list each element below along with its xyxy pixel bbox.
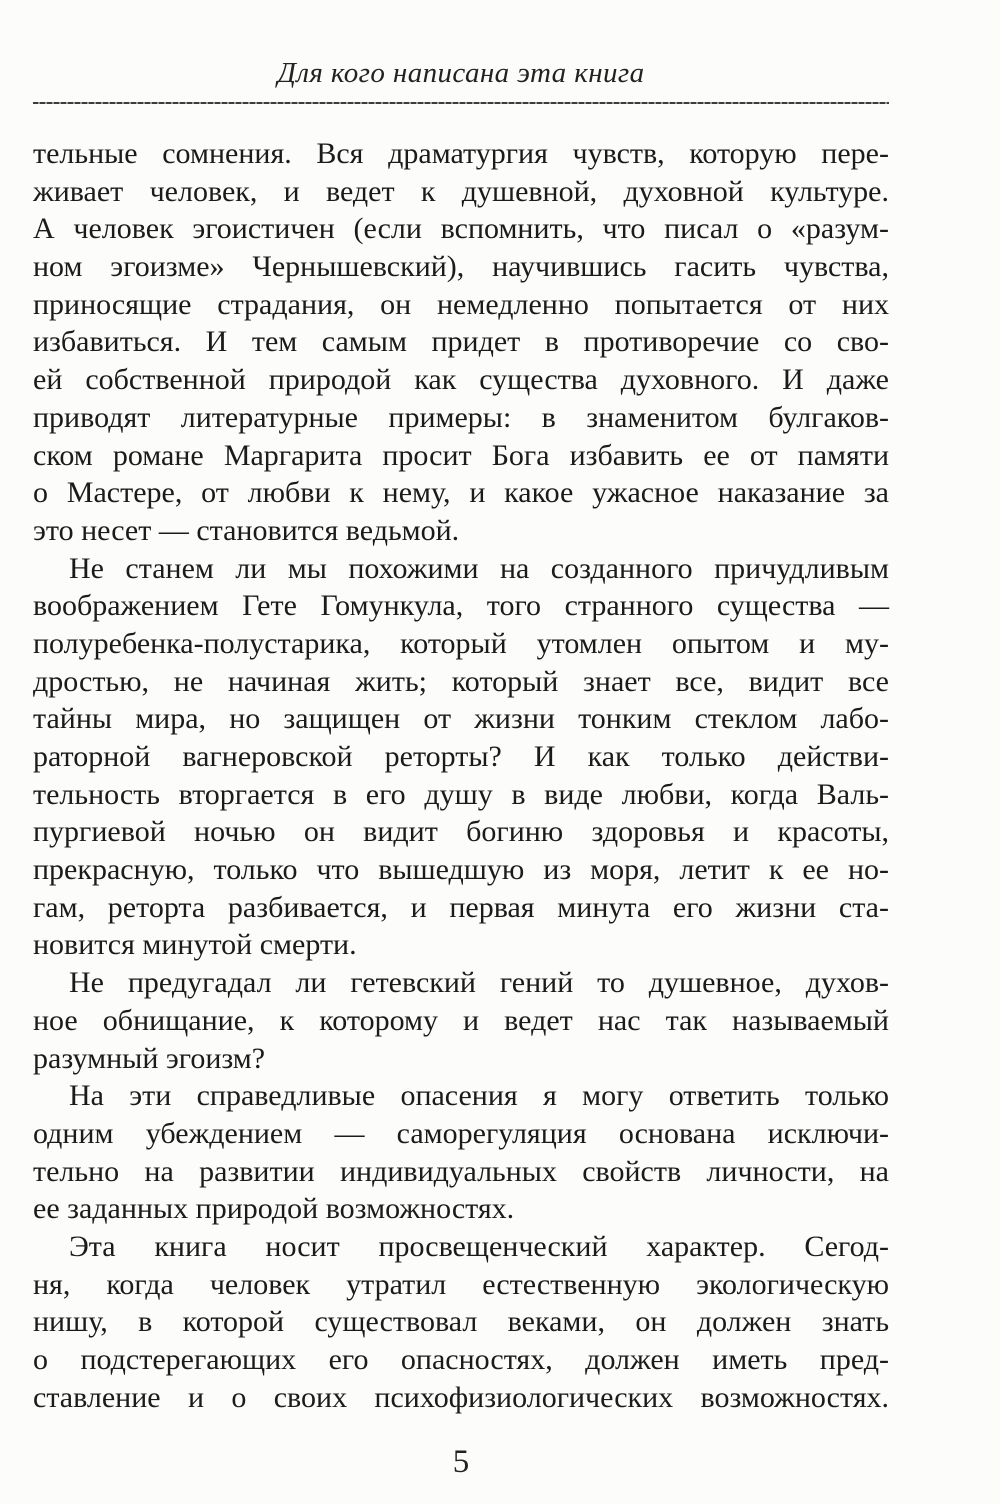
text-line: приводят литературные примеры: в знаменитом булгаков- <box>33 400 889 434</box>
text-line: А человек эгоистичен (если вспомнить, что писал о «разум- <box>33 212 889 246</box>
text-line: ное обнищание, к которому и ведет нас так называемый <box>33 1003 889 1037</box>
text-line: о подстерегающих его опасностях, должен иметь пред- <box>33 1343 889 1376</box>
text-line: избавиться. И тем самым придет в противоречие со сво- <box>33 325 889 359</box>
text-line: ном эгоизме» Чернышевский), научившись гасить чувства, <box>33 250 889 284</box>
header-rule <box>33 102 889 104</box>
running-header-title: Для кого написана эта книга <box>277 57 645 89</box>
text-line: тельность вторгается в его душу в виде любви, когда Валь- <box>33 777 889 811</box>
text-line: тельно на развитии индивидуальных свойств личности, на <box>33 1154 889 1188</box>
page-body-text <box>33 135 889 1416</box>
text-line: полуребенка-полустарика, который утомлен опытом и му- <box>33 626 889 660</box>
text-line: разумный эгоизм? <box>33 1041 266 1075</box>
text-line: гам, реторта разбивается, и первая минута его жизни ста- <box>33 890 889 924</box>
text-line: На эти справедливые опасения я могу ответить только <box>69 1079 889 1113</box>
text-line: ей собственной природой как существа духовного. И даже <box>33 363 889 397</box>
text-line: новится минутой смерти. <box>33 928 357 962</box>
text-line: дростью, не начиная жить; который знает все, видит все <box>33 664 889 698</box>
text-line: приносящие страдания, он немедленно попытается от них <box>33 287 889 321</box>
text-line: одним убеждением — саморегуляция основана исключи- <box>33 1116 889 1150</box>
text-line: прекрасную, только что вышедшую из моря, летит к ее но- <box>33 853 889 887</box>
text-line: воображением Гете Гомункула, того странного существа — <box>33 589 889 623</box>
text-line: Не станем ли мы похожими на созданного причудливым <box>69 551 889 585</box>
text-line: ском романе Маргарита просит Бога избавить ее от памяти <box>33 438 889 472</box>
text-line: пургиевой ночью он видит богиню здоровья и красоты, <box>33 815 889 849</box>
page-number: 5 <box>452 1444 470 1480</box>
text-line: ее заданных природой возможностях. <box>33 1192 515 1226</box>
text-line: ня, когда человек утратил естественную экологическую <box>33 1267 889 1301</box>
text-line: Эта книга носит просвещенческий характер. Сегод- <box>69 1229 889 1263</box>
text-line: о Мастере, от любви к нему, и какое ужасное наказание за <box>33 476 889 510</box>
text-line: ставление и о своих психофизиологических возможностях. <box>33 1380 889 1414</box>
text-line: раторной вагнеровской реторты? И как только действи- <box>33 740 889 773</box>
page-content-column <box>33 0 889 1416</box>
text-line: нишу, в которой существовал веками, он должен знать <box>33 1305 889 1339</box>
text-line: это несет — становится ведьмой. <box>33 513 460 547</box>
text-line: тельные сомнения. Вся драматургия чувств, которую пере- <box>33 137 889 170</box>
text-line: живает человек, и ведет к душевной, духовной культуре. <box>33 174 889 208</box>
text-line: тайны мира, но защищен от жизни тонким стеклом лабо- <box>33 702 889 736</box>
text-line: Не предугадал ли гетевский гений то душевное, духов- <box>69 966 889 1000</box>
